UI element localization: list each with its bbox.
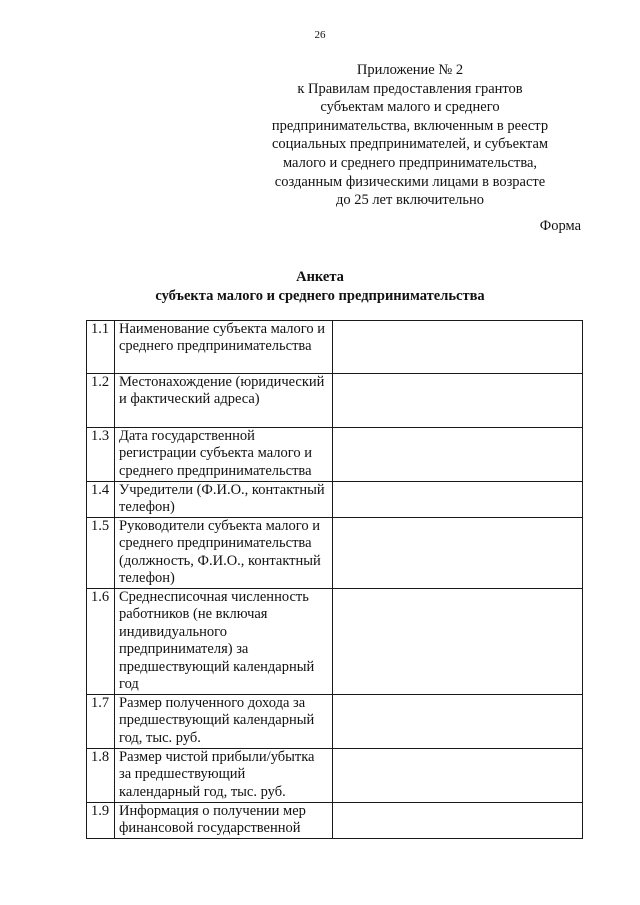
row-field-name: Местонахождение (юридический и фактический адреса) [115, 374, 333, 428]
table-row [87, 695, 583, 749]
appendix-line: предпринимательства, включенным в реестр [271, 117, 549, 134]
table-row [87, 803, 583, 839]
row-value-cell[interactable] [333, 428, 583, 482]
row-value-cell[interactable] [333, 321, 583, 374]
row-field-name: Наименование субъекта малого и среднего предпринимательства [115, 321, 333, 374]
row-field-name: Руководители субъекта малого и среднего предпринимательства (должность, Ф.И.О., контактный телефон) [115, 518, 333, 589]
appendix-line: до 25 лет включительно [335, 192, 485, 209]
table-row [87, 749, 583, 803]
row-field-name: Дата государственной регистрации субъекта малого и среднего предпринимательства [115, 428, 333, 482]
table-row [87, 374, 583, 428]
row-number: 1.8 [87, 749, 115, 803]
row-number: 1.7 [87, 695, 115, 749]
row-number: 1.9 [87, 803, 115, 839]
page-number: 26 [314, 29, 326, 41]
appendix-line: созданным физическими лицами в возрасте [274, 173, 546, 190]
row-field-name: Информация о получении мер финансовой государственной [115, 803, 333, 839]
appendix-header [259, 61, 561, 210]
row-field-name: Размер чистой прибыли/убытка за предшествующий календарный год, тыс. руб. [115, 749, 333, 803]
title-line-2: субъекта малого и среднего предпринимательства [155, 288, 485, 304]
row-field-name: Учредители (Ф.И.О., контактный телефон) [115, 482, 333, 518]
row-value-cell[interactable] [333, 374, 583, 428]
row-value-cell[interactable] [333, 803, 583, 839]
table-row [87, 482, 583, 518]
table-row [87, 518, 583, 589]
row-field-name: Размер полученного дохода за предшествующий календарный год, тыс. руб. [115, 695, 333, 749]
questionnaire-table [86, 320, 583, 839]
table-row [87, 321, 583, 374]
table-row [87, 428, 583, 482]
appendix-line: субъектам малого и среднего [320, 99, 500, 116]
table-row [87, 589, 583, 695]
row-number: 1.1 [87, 321, 115, 374]
row-value-cell[interactable] [333, 589, 583, 695]
row-number: 1.3 [87, 428, 115, 482]
title-line-1: Анкета [296, 269, 344, 285]
row-number: 1.6 [87, 589, 115, 695]
row-number: 1.5 [87, 518, 115, 589]
appendix-line: социальных предпринимателей, и субъектам [271, 136, 549, 153]
appendix-line: малого и среднего предпринимательства, [282, 154, 538, 171]
row-value-cell[interactable] [333, 695, 583, 749]
row-value-cell[interactable] [333, 518, 583, 589]
row-field-name: Среднесписочная численность работников (не включая индивидуального предпринимателя) за предшествующий календарный год [115, 589, 333, 695]
row-value-cell[interactable] [333, 749, 583, 803]
document-title [0, 268, 640, 306]
form-label: Форма [539, 218, 581, 234]
appendix-line: к Правилам предоставления грантов [297, 80, 523, 97]
appendix-line: Приложение № 2 [356, 62, 464, 78]
row-number: 1.4 [87, 482, 115, 518]
row-value-cell[interactable] [333, 482, 583, 518]
row-number: 1.2 [87, 374, 115, 428]
